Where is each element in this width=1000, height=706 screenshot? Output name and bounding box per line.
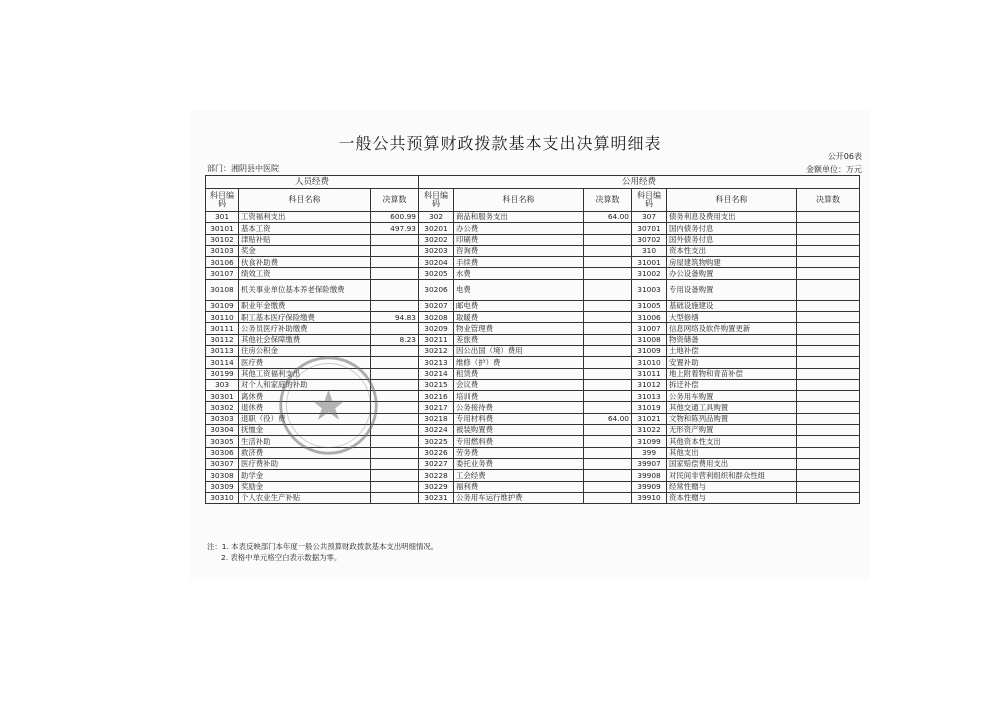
public-name: 劳务费 (454, 447, 584, 458)
personnel-name: 奖金 (239, 245, 371, 256)
capital-name: 信息网络及软件购置更新 (667, 323, 797, 334)
capital-amount (797, 481, 860, 492)
personnel-name: 个人农业生产补贴 (239, 492, 371, 503)
capital-name: 经常性赠与 (667, 481, 797, 492)
group-personnel: 人员经费 (206, 176, 419, 189)
personnel-code: 30102 (206, 234, 239, 245)
capital-name: 物资储备 (667, 334, 797, 345)
public-name: 因公出国（境）费用 (454, 345, 584, 356)
table-row (206, 268, 860, 279)
footnotes (207, 541, 438, 563)
capital-amount (797, 425, 860, 436)
public-name: 物业管理费 (454, 323, 584, 334)
capital-amount (797, 368, 860, 379)
capital-amount (797, 279, 860, 300)
capital-name: 债务利息及费用支出 (667, 212, 797, 223)
table-row (206, 492, 860, 503)
public-name: 被装购置费 (454, 425, 584, 436)
capital-amount (797, 312, 860, 323)
public-code: 30203 (419, 245, 454, 256)
public-code: 30212 (419, 345, 454, 356)
public-amount (584, 481, 632, 492)
col-header: 科目编码 (632, 189, 667, 212)
personnel-amount (371, 245, 419, 256)
public-amount (584, 447, 632, 458)
capital-amount (797, 402, 860, 413)
public-amount (584, 492, 632, 503)
table-row (206, 470, 860, 481)
personnel-amount: 497.93 (371, 223, 419, 234)
capital-name: 基础设施建设 (667, 300, 797, 311)
public-name: 专用材料费 (454, 413, 584, 424)
personnel-name: 职工基本医疗保险缴费 (239, 312, 371, 323)
public-amount (584, 402, 632, 413)
personnel-code: 30112 (206, 334, 239, 345)
personnel-amount (371, 300, 419, 311)
personnel-name: 工资福利支出 (239, 212, 371, 223)
public-name: 委托业务费 (454, 458, 584, 469)
column-header-row (206, 189, 860, 212)
capital-name: 无形资产购置 (667, 425, 797, 436)
public-code: 30211 (419, 334, 454, 345)
public-amount (584, 470, 632, 481)
personnel-code: 30304 (206, 425, 239, 436)
public-amount (584, 279, 632, 300)
public-code: 30205 (419, 268, 454, 279)
personnel-code: 30306 (206, 447, 239, 458)
personnel-code: 30103 (206, 245, 239, 256)
public-name: 会议费 (454, 379, 584, 390)
capital-amount (797, 391, 860, 402)
capital-amount (797, 268, 860, 279)
public-amount (584, 268, 632, 279)
personnel-name: 医疗费补助 (239, 458, 371, 469)
personnel-name: 津贴补贴 (239, 234, 371, 245)
personnel-code: 30310 (206, 492, 239, 503)
personnel-name: 医疗费 (239, 357, 371, 368)
capital-code: 31099 (632, 436, 667, 447)
public-amount (584, 458, 632, 469)
table-row (206, 323, 860, 334)
group-public: 公用经费 (419, 176, 860, 189)
personnel-code: 30307 (206, 458, 239, 469)
table-row (206, 481, 860, 492)
capital-amount (797, 379, 860, 390)
capital-code: 31005 (632, 300, 667, 311)
personnel-name: 绩效工资 (239, 268, 371, 279)
personnel-name: 公务员医疗补助缴费 (239, 323, 371, 334)
public-amount (584, 345, 632, 356)
public-code: 30201 (419, 223, 454, 234)
capital-code: 307 (632, 212, 667, 223)
personnel-amount (371, 470, 419, 481)
public-amount (584, 300, 632, 311)
personnel-amount (371, 268, 419, 279)
capital-name: 地上附着物和青苗补偿 (667, 368, 797, 379)
table-row (206, 312, 860, 323)
public-name: 电费 (454, 279, 584, 300)
note-1: 注：1. 本表反映部门本年度一般公共预算财政拨款基本支出明细情况。 (207, 542, 439, 551)
col-header: 决算数 (797, 189, 860, 212)
capital-name: 拆迁补偿 (667, 379, 797, 390)
personnel-name: 职业年金缴费 (239, 300, 371, 311)
capital-code: 31019 (632, 402, 667, 413)
public-amount: 64.00 (584, 413, 632, 424)
capital-code: 31022 (632, 425, 667, 436)
capital-code: 399 (632, 447, 667, 458)
public-code: 30225 (419, 436, 454, 447)
public-amount (584, 334, 632, 345)
personnel-name: 离休费 (239, 391, 371, 402)
public-code: 30213 (419, 357, 454, 368)
personnel-amount: 8.23 (371, 334, 419, 345)
department-label: 部门：湘阴县中医院 (207, 164, 279, 173)
col-header: 决算数 (584, 189, 632, 212)
col-header: 决算数 (371, 189, 419, 212)
personnel-code: 301 (206, 212, 239, 223)
public-name: 专用燃料费 (454, 436, 584, 447)
public-amount (584, 368, 632, 379)
personnel-code: 30109 (206, 300, 239, 311)
capital-amount (797, 413, 860, 424)
public-code: 30229 (419, 481, 454, 492)
public-amount (584, 257, 632, 268)
table-row (206, 257, 860, 268)
public-amount (584, 391, 632, 402)
public-name: 培训费 (454, 391, 584, 402)
public-name: 邮电费 (454, 300, 584, 311)
capital-code: 30702 (632, 234, 667, 245)
capital-name: 对民间非营利组织和群众性组 (667, 470, 797, 481)
public-code: 30231 (419, 492, 454, 503)
public-name: 维修（护）费 (454, 357, 584, 368)
public-amount (584, 323, 632, 334)
public-code: 30226 (419, 447, 454, 458)
personnel-code: 30107 (206, 268, 239, 279)
public-name: 工会经费 (454, 470, 584, 481)
capital-name: 专用设备购置 (667, 279, 797, 300)
public-name: 商品和服务支出 (454, 212, 584, 223)
personnel-amount (371, 279, 419, 300)
capital-name: 土地补偿 (667, 345, 797, 356)
capital-code: 31003 (632, 279, 667, 300)
public-code: 30224 (419, 425, 454, 436)
personnel-code: 30302 (206, 402, 239, 413)
col-header: 科目名称 (239, 189, 371, 212)
capital-code: 31002 (632, 268, 667, 279)
capital-code: 31012 (632, 379, 667, 390)
note-2: 2. 表格中单元格空白表示数据为零。 (221, 553, 342, 562)
capital-amount (797, 345, 860, 356)
public-amount (584, 312, 632, 323)
public-code: 30206 (419, 279, 454, 300)
col-header: 科目名称 (667, 189, 797, 212)
personnel-code: 30108 (206, 279, 239, 300)
capital-amount (797, 458, 860, 469)
personnel-code: 30113 (206, 345, 239, 356)
table-row (206, 234, 860, 245)
personnel-code: 30199 (206, 368, 239, 379)
table-row (206, 279, 860, 300)
personnel-name: 抚恤金 (239, 425, 371, 436)
capital-code: 31011 (632, 368, 667, 379)
public-name: 印刷费 (454, 234, 584, 245)
public-amount: 64.00 (584, 212, 632, 223)
capital-name: 安置补助 (667, 357, 797, 368)
public-code: 30204 (419, 257, 454, 268)
public-code: 30215 (419, 379, 454, 390)
personnel-name: 其他社会保障缴费 (239, 334, 371, 345)
public-name: 福利费 (454, 481, 584, 492)
capital-name: 资本性支出 (667, 245, 797, 256)
personnel-amount (371, 234, 419, 245)
official-seal-stamp (276, 353, 381, 458)
public-code: 30227 (419, 458, 454, 469)
personnel-name: 其他工资福利支出 (239, 368, 371, 379)
capital-code: 31006 (632, 312, 667, 323)
capital-amount (797, 300, 860, 311)
public-code: 30218 (419, 413, 454, 424)
personnel-name: 退职（役）费 (239, 413, 371, 424)
col-header: 科目名称 (454, 189, 584, 212)
personnel-name: 生活补助 (239, 436, 371, 447)
public-amount (584, 379, 632, 390)
public-amount (584, 357, 632, 368)
public-code: 30207 (419, 300, 454, 311)
capital-name: 房屋建筑物购建 (667, 257, 797, 268)
public-name: 咨询费 (454, 245, 584, 256)
capital-amount (797, 334, 860, 345)
public-code: 30217 (419, 402, 454, 413)
capital-amount (797, 357, 860, 368)
public-name: 租赁费 (454, 368, 584, 379)
table-row (206, 245, 860, 256)
personnel-code: 30303 (206, 413, 239, 424)
public-name: 差旅费 (454, 334, 584, 345)
personnel-code: 30114 (206, 357, 239, 368)
capital-name: 其他支出 (667, 447, 797, 458)
personnel-amount: 600.99 (371, 212, 419, 223)
public-code: 302 (419, 212, 454, 223)
public-code: 30214 (419, 368, 454, 379)
personnel-code: 30101 (206, 223, 239, 234)
col-header: 科目编码 (206, 189, 239, 212)
capital-amount (797, 323, 860, 334)
personnel-code: 303 (206, 379, 239, 390)
capital-name: 国内债务付息 (667, 223, 797, 234)
page-title: 一般公共预算财政拨款基本支出决算明细表 (338, 134, 662, 153)
personnel-amount (371, 257, 419, 268)
personnel-name: 助学金 (239, 470, 371, 481)
personnel-code: 30106 (206, 257, 239, 268)
personnel-name: 住房公积金 (239, 345, 371, 356)
capital-code: 39908 (632, 470, 667, 481)
form-code: 公开06表 (827, 152, 862, 161)
public-name: 水费 (454, 268, 584, 279)
capital-code: 39907 (632, 458, 667, 469)
capital-name: 其他交通工具购置 (667, 402, 797, 413)
capital-name: 公务用车购置 (667, 391, 797, 402)
capital-name: 办公设备购置 (667, 268, 797, 279)
personnel-code: 30305 (206, 436, 239, 447)
capital-code: 31010 (632, 357, 667, 368)
capital-name: 其他资本性支出 (667, 436, 797, 447)
capital-code: 31001 (632, 257, 667, 268)
personnel-amount (371, 481, 419, 492)
personnel-name: 退休费 (239, 402, 371, 413)
public-code: 30228 (419, 470, 454, 481)
table-row (206, 458, 860, 469)
table-row (206, 212, 860, 223)
personnel-code: 30110 (206, 312, 239, 323)
unit-label: 金额单位：万元 (806, 165, 862, 174)
capital-amount (797, 245, 860, 256)
public-amount (584, 234, 632, 245)
public-code: 30202 (419, 234, 454, 245)
public-code: 30208 (419, 312, 454, 323)
capital-amount (797, 223, 860, 234)
capital-code: 31013 (632, 391, 667, 402)
group-header-row (206, 176, 860, 189)
table-row (206, 334, 860, 345)
public-code: 30216 (419, 391, 454, 402)
capital-name: 国家赔偿费用支出 (667, 458, 797, 469)
capital-code: 39910 (632, 492, 667, 503)
personnel-amount (371, 492, 419, 503)
public-name: 取暖费 (454, 312, 584, 323)
capital-amount (797, 447, 860, 458)
public-amount (584, 436, 632, 447)
personnel-name: 救济费 (239, 447, 371, 458)
capital-code: 31008 (632, 334, 667, 345)
col-header: 科目编码 (419, 189, 454, 212)
public-amount (584, 425, 632, 436)
public-name: 办公费 (454, 223, 584, 234)
personnel-code: 30111 (206, 323, 239, 334)
public-amount (584, 245, 632, 256)
personnel-name: 奖励金 (239, 481, 371, 492)
capital-name: 资本性赠与 (667, 492, 797, 503)
personnel-code: 30309 (206, 481, 239, 492)
capital-code: 31007 (632, 323, 667, 334)
capital-code: 39909 (632, 481, 667, 492)
capital-name: 国外债务付息 (667, 234, 797, 245)
personnel-name: 基本工资 (239, 223, 371, 234)
capital-amount (797, 492, 860, 503)
personnel-name: 伙食补助费 (239, 257, 371, 268)
personnel-code: 30301 (206, 391, 239, 402)
personnel-code: 30308 (206, 470, 239, 481)
capital-name: 大型修缮 (667, 312, 797, 323)
public-name: 公务用车运行维护费 (454, 492, 584, 503)
public-name: 公务接待费 (454, 402, 584, 413)
public-code: 30209 (419, 323, 454, 334)
capital-amount (797, 234, 860, 245)
personnel-amount (371, 458, 419, 469)
table-row (206, 223, 860, 234)
personnel-name: 机关事业单位基本养老保险缴费 (239, 279, 371, 300)
table-row (206, 300, 860, 311)
personnel-amount: 94.83 (371, 312, 419, 323)
capital-code: 30701 (632, 223, 667, 234)
capital-code: 310 (632, 245, 667, 256)
public-amount (584, 223, 632, 234)
capital-amount (797, 257, 860, 268)
capital-amount (797, 212, 860, 223)
public-name: 手续费 (454, 257, 584, 268)
capital-code: 31021 (632, 413, 667, 424)
capital-amount (797, 436, 860, 447)
personnel-amount (371, 323, 419, 334)
capital-code: 31009 (632, 345, 667, 356)
capital-amount (797, 470, 860, 481)
capital-name: 文物和陈列品购置 (667, 413, 797, 424)
personnel-name: 对个人和家庭的补助 (239, 379, 371, 390)
